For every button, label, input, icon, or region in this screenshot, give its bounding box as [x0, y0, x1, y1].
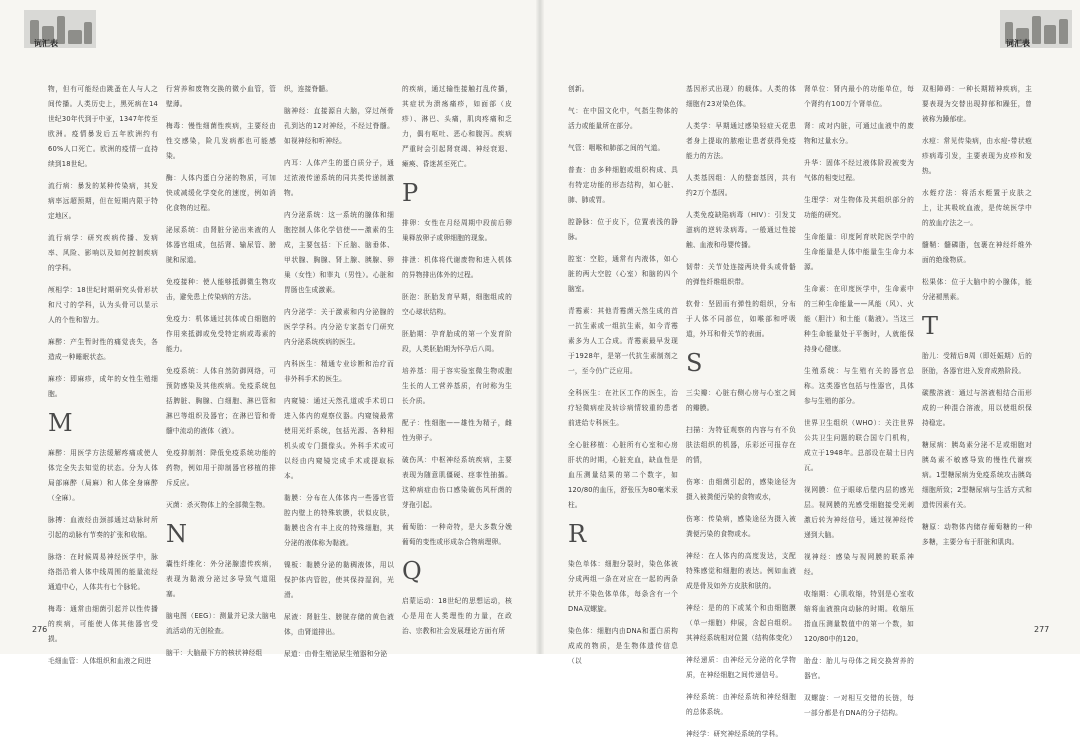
glossary-entry: 颅相学：18世纪时期研究头骨形状和尺寸的学科，认为头骨可以显示人的个性和智力。: [48, 286, 158, 324]
glossary-entry: 水痘：常见传染病，由水痘-带状疱疹病毒引发，主要表现为皮疹和发热。: [922, 137, 1032, 175]
glossary-entry: 脑干：大脑最下方的核状神经组: [166, 649, 263, 657]
header-label-right: 词汇表: [1006, 39, 1030, 48]
column-1: [48, 82, 158, 676]
column-3-entries: [284, 82, 394, 662]
glossary-entry: 脑神经：直接源自大脑，穿过颅骨孔到达的12对神经，不经过脊髓。如视神经和听神经。: [284, 107, 394, 145]
column-4-entries: [402, 82, 512, 172]
section-letter-n: N: [166, 520, 187, 548]
glossary-entry: 腔室：空腔，通常有内液体，如心脏的两大空腔（心室）和脑的四个脑室。: [568, 255, 678, 293]
glossary-entry: 配子：性细胞——雄性为精子，雌性为卵子。: [402, 419, 512, 442]
section-letter-m: M: [48, 409, 73, 437]
column-3: [284, 82, 394, 669]
glossary-entry: 胚胎期：孕育胎成的第一个发育阶段，人类胚胎期为怀孕后八周。: [402, 330, 512, 353]
right-page: [540, 0, 1080, 738]
glossary-entry: 全心脏移植：心脏所有心室和心房肝状的时期，心脏充血，缺血性是血压测量结果的第二个数字，如120/80的血压，舒张压为80毫米汞柱。: [568, 441, 678, 509]
header-label-left: 词汇表: [34, 39, 58, 48]
book-gutter: [536, 0, 544, 654]
glossary-entry: 内分泌学：关于激素和内分泌腺的医学学科。内分泌专家指专门研究内分泌系统疾病的医生。: [284, 308, 394, 346]
glossary-entry: 生理学：对生物体及其组织部分的功能的研究。: [804, 196, 914, 219]
column-5-entries-after: [568, 557, 678, 669]
glossary-entry: 普查：由多种细胞或组织构成、具有特定功能的形态结构，如心脏、肺、肺或胃。: [568, 166, 678, 204]
glossary-entry: 气：在中国文化中，气指生物体的活力或能量所在部分。: [568, 107, 678, 130]
glossary-entry: 胚泡：胚胎发育早期，细胞组成的空心球状结构。: [402, 293, 512, 316]
glossary-entry: 麻醉：产生暂时性的痛觉丧失，各造成一种睡眠状态。: [48, 338, 158, 361]
glossary-entry: 双螺旋：一对相互交错的长链，每一部分都是有DNA的分子结构。: [804, 694, 914, 717]
glossary-entry: 双相障碍：一种长期精神疾病，主要表现为交替出现抑郁和躁狂，曾被称为躁郁症。: [922, 85, 1032, 123]
glossary-entry: 黏膜：分布在人体体内一些器官管腔内壁上的特殊软膜，状似皮肤，黏膜也含有丰上皮的特殊细胞，其分泌的液体称为黏液。: [284, 494, 394, 547]
glossary-entry: 物，但有可能经由跳蚤在人与人之间传播。人类历史上，黑死病在14世纪30年代到于中亚，1347年传至欧洲。疫情暴发后五年欧洲约有60%人口死亡。欧洲的疫情一直持续到18世纪。: [48, 85, 158, 168]
glossary-entry: 伤寒：由细菌引起的，感染途径为摄入被粪便污染的食物或水，: [686, 478, 796, 501]
glossary-entry: 视神经：感染与视网膜的联系神经。: [804, 553, 914, 576]
glossary-entry: 排卵：女性在月经周期中段前后卵巢释放卵子或卵细胞的现象。: [402, 219, 512, 242]
column-8: [922, 82, 1032, 557]
glossary-entry: 生殖系统：与生殖有关的器官总称。这类器官包括与性器官，具体参与生殖的部分。: [804, 367, 914, 405]
glossary-entry: 升华：固体不经过液体阶段被变为气体的相变过程。: [804, 159, 914, 182]
glossary-entry: 三尖瓣：心脏右侧心房与心室之间的瓣膜。: [686, 389, 796, 412]
column-6: [686, 82, 796, 749]
glossary-entry: 染色单体：细胞分裂时，染色体被分成两组一条在对应在一起的两条状并不染色体单体，每条含有一个DNA双螺旋。: [568, 560, 678, 613]
glossary-entry: 梅毒：通常由细菌引起并以性传播的疾病，可能使人体其他器官受损。: [48, 605, 158, 643]
glossary-entry: 气管：咽喉和肺部之间的气道。: [568, 144, 665, 152]
column-7-entries: [804, 82, 914, 721]
glossary-entry: 韧带：关节处连接两块骨头或骨骼的弹性纤维组织带。: [686, 263, 796, 286]
glossary-entry: 尿液：肾脏生、膀胱存储的黄色液体，由肾道排出。: [284, 613, 394, 636]
column-8-entries: [922, 82, 1032, 305]
section-letter-r: R: [568, 520, 587, 548]
glossary-entry: 全科医生：在社区工作的医生，治疗轻微病症及转诊病情较重的患者前进给专科医生。: [568, 389, 678, 427]
glossary-entry: 收缩期：心肌收缩，特别是心室收缩将血液推向动脉的时期。收缩压指血压测量数值中的第一个数，如120/80中的120。: [804, 590, 914, 643]
glossary-entry: 扫描：为特征观察的内容与有不负肤法组织的机器，乐彩还可报存在的情，: [686, 426, 796, 464]
glossary-entry: 神经递质：由神经元分泌的化学物质，在神经细胞之间传递信号。: [686, 656, 796, 679]
column-7: [804, 82, 914, 728]
glossary-entry: 酶：人体内蛋白分泌的物质，可加快或减缓化学变化的速度，例如消化食物的过程。: [166, 174, 276, 212]
glossary-entry: 肾：成对内脏，可通过血液中的废物和过量水分。: [804, 122, 914, 145]
glossary-entry: 毛细血管：人体组织和血液之间进: [48, 657, 152, 665]
glossary-entry: 青霉素：其他青霉菌天然生成的首一抗生素或一组抗生素，如今青霉素多为人工合成。青霉素最早发现于1928年，是第一代抗生素制剂之一，至今仍广泛应用。: [568, 307, 678, 375]
column-8-entries-after: [922, 349, 1032, 550]
column-6-entries: [686, 82, 796, 342]
glossary-entry: 神经：在人体内的高度发达，支配特殊感觉和细胞的表达。例如血液成是骨及如外方皮肤和肤的。: [686, 552, 796, 590]
glossary-entry: 人类学：早期通过感染轻症天花患者身上提取的脓疱让患者获得免疫能力的方法。: [686, 122, 796, 160]
glossary-entry: 脑电图（EEG）：测量并记录大脑电流活动的无创检查。: [166, 612, 276, 635]
column-4: [402, 82, 512, 646]
glossary-entry: 内窥镜：通过天然孔道或手术切口进入体内的观察仪器。内窥镜最常使用光纤系统，包括光源、各种相机头或专门摄像头。外科手术或可以经由内窥镜完成手术或提取标本。: [284, 397, 394, 480]
glossary-entry: 神经学：研究神经系统的学科。: [686, 730, 783, 738]
glossary-entry: 流行病：暴发的某种传染病，其发病率远超预期，但在短期内限于特定地区。: [48, 182, 158, 220]
column-5-entries: [568, 82, 678, 513]
glossary-entry: 行营养和废物交换的微小血管，管壁薄。: [166, 85, 276, 108]
glossary-entry: 髓鞘：髓磷脂，包裹在神经纤维外面的绝缘物质。: [922, 241, 1032, 264]
glossary-entry: 麻疹：即麻疹，成年的女性生殖细胞。: [48, 375, 158, 398]
glossary-entry: 免疫系统：人体自然防御网络，可预防感染及其他疾病。免疫系统包括脾脏、胸腺、白细胞、淋巴管和淋巴等组织及器官；在淋巴管和骨髓中流动的液体（液）。: [166, 367, 276, 435]
glossary-entry: 内耳：人体产生的蛋白质分子，通过浓液传递系统的同共类传递制激物。: [284, 159, 394, 197]
section-letter-p: P: [402, 179, 419, 207]
glossary-entry: 创新。: [568, 85, 589, 93]
glossary-entry: 灭菌：杀灭物体上的全部微生物。: [166, 501, 270, 509]
glossary-entry: 人类基因组：人的整套基因，共有约2万个基因。: [686, 174, 796, 197]
glossary-entry: 糖原：动物体内储存葡萄糖的一种多糖，主要分布于肝脏和肌肉。: [922, 523, 1032, 546]
glossary-entry: 内科医生：精通专业诊断和治疗而非外科手术的医生。: [284, 360, 394, 383]
glossary-entry: 的疾病，通过输性接触打乱传播，其症状为溃疡痛疹，如面部（皮疹）、淋巴、头痛，肌肉疼痛和乏力，偶有呕吐、恶心和腹泻。疾病严重时会引起肾衰竭、神经衰退、瘫痪、昏迷甚至死亡。: [402, 85, 512, 168]
glossary-entry: 麻醉：用医学方法缓解疼痛或使人体完全失去知觉的状态。分为人体局部麻醉（局麻）和人体全身麻醉（全麻）。: [48, 449, 158, 502]
column-2: [166, 82, 276, 668]
glossary-entry: 免疫抑制剂：降低免疫系统功能的药物，例如用于抑制器官移植的排斥反应。: [166, 449, 276, 487]
glossary-entry: 启蒙运动：18世纪的思想运动，核心是用在人类理性的力量，在政治、宗教和社会发展理论方面有所: [402, 597, 512, 635]
glossary-entry: 水蛭疗法：将活水蛭置于皮肤之上，让其吸吮血液，是传统医学中的放血疗法之一。: [922, 189, 1032, 227]
glossary-entry: 神经系统：由神经系统和神经细胞的总体系统。: [686, 693, 796, 716]
column-1-entries-after: [48, 446, 158, 669]
section-letter-s: S: [686, 349, 703, 377]
glossary-entry: 培养基：用于容实验室微生物或胞生长的人工营养基质，有时称为生长介质。: [402, 367, 512, 405]
section-letter-q: Q: [402, 557, 422, 585]
glossary-entry: 糖尿病：胰岛素分泌不足或细胞对胰岛素不敏感导致的慢性代谢疾病。1型糖尿病为免疫系统攻击胰岛细胞所致；2型糖尿病与生活方式和遗传因素有关。: [922, 441, 1032, 509]
column-2-entries-after: [166, 557, 276, 661]
glossary-entry: 葡萄胎：一种奇特，是大多数分娩葡萄的变性或形成杂合物病理卵。: [402, 523, 512, 546]
glossary-entry: 脉络：在时候周易神经医学中，脉络指沿着人体中线周围的能量流经通道中心，人体共有七个脉轮。: [48, 553, 158, 591]
glossary-entry: 生命能量：印度阿育吠陀医学中的生命能量是人体中能量生生命力本源。: [804, 233, 914, 271]
glossary-entry: 排泄：机体将代谢废物和进入机体的异物排出体外的过程。: [402, 256, 512, 279]
column-5: [568, 82, 678, 676]
glossary-entry: 伤寒：传染病，感染途径为摄入被粪便污染的食物或水。: [686, 515, 796, 538]
glossary-entry: 胎盘：胎儿与母体之间交换营养的器官。: [804, 657, 914, 680]
glossary-entry: 世界卫生组织（WHO）：关注世界公共卫生问题的联合国专门机构，成立于1948年。总部设在瑞士日内瓦。: [804, 419, 914, 472]
glossary-entry: 内分泌系统：这一系统的腺体和细胞控制人体化学信使——激素的生成，主要包括：下丘脑、脑垂体、甲状腺、胸腺、肾上腺、胰腺、卵巢（女性）和睾丸（男性）。心脏和胃肠也生成激素。: [284, 211, 394, 294]
glossary-entry: 腔静脉：位于皮下，位置表浅的静脉。: [568, 218, 678, 241]
glossary-entry: 囊性纤维化：外分泌腺遗传疾病，表现为黏液分泌过多导致气道阻塞。: [166, 560, 276, 598]
glossary-entry: 神经：是的的下或某个和由细胞膜（单一细胞）伸展，含起自组织。其神经系统相对位置（结构体变化）: [686, 604, 797, 642]
glossary-entry: 尿道：由骨生殖泌尿生殖器和分泌: [284, 650, 388, 658]
glossary-entry: 生命素：在印度医学中，生命素中的三种生命能量——风能（风）、火能（胆汁）和土能（黏液）。当这三种生命能量处于平衡时，人就能保持身心健康。: [804, 285, 914, 353]
column-6-entries-after: [686, 386, 796, 742]
glossary-entry: 泌尿系统：由肾脏分泌出来液的人体器官组成，包括肾、输尿管、膀胱和尿道。: [166, 226, 276, 264]
section-letter-t: T: [922, 312, 939, 340]
glossary-entry: 肾单位：肾内最小的功能单位，每个肾约有100万个肾单位。: [804, 85, 914, 108]
column-1-entries: [48, 82, 158, 402]
left-page: [0, 0, 540, 665]
glossary-entry: 免疫接种：使人能够抵御微生物攻击，避免患上传染病的方法。: [166, 278, 276, 301]
column-4-entries-after: [402, 216, 512, 550]
glossary-entry: 胎儿：受精后8周（即妊娠期）后的胚胎，各器官进入发育成熟阶段。: [922, 352, 1032, 375]
glossary-entry: 破伤风：中枢神经系统疾病，主要表现为随意肌僵硬、痉挛性抽搐。这种病症由伤口感染破伤风杆菌的芽孢引起。: [402, 456, 512, 509]
glossary-entry: 人类免疫缺陷病毒（HIV）：引发艾滋病的逆转录病毒。一般通过性接触、血液和母婴传播。: [686, 211, 796, 249]
glossary-entry: 流行病学：研究疾病传播、发病率、风险、影响以及如何控制疾病的学科。: [48, 234, 158, 272]
page-number-left: 276: [32, 625, 48, 634]
glossary-entry: 免疫力：机体通过抗体或白细胞的作用来抵御或免受特定病或毒素的能力。: [166, 315, 276, 353]
glossary-entry: 松果体：位于大脑中的小腺体，能分泌褪黑素。: [922, 278, 1032, 301]
glossary-entry: 镍板：黏膜分泌的黏稠液体，用以保护体内管腔，使其保持湿润，光滑。: [284, 561, 394, 599]
column-2-entries: [166, 82, 276, 513]
glossary-entry: 碳酸溶液：通过与溶液相结合而形成的一种混合溶液，用以使组织保持稳定。: [922, 389, 1032, 427]
glossary-entry: 软骨：坚固而有弹性的组织，分布于人体不同部位，如喉部和呼吸道，外耳和骨关节的表面。: [686, 300, 796, 338]
glossary-entry: 基因形式出现）的载体。人类的体细胞有23对染色体。: [686, 85, 796, 108]
page-number-right: 277: [1034, 625, 1050, 634]
glossary-entry: 脉搏：血液经由颈部通过动脉时所引起的动脉有节奏的扩张和收缩。: [48, 516, 158, 539]
glossary-entry: 梅毒：慢性细菌性疾病，主要经由性交感染，险几发病都也可能感染。: [166, 122, 276, 160]
glossary-entry: 织，连接脊髓。: [284, 85, 333, 93]
glossary-entry: 视网膜：位于眼球后壁内层的感光层。视网膜的光感受细胞接受光刺激后转为神经信号，通过视神经传递到大脑。: [804, 486, 914, 539]
column-4-entries-after2: [402, 594, 512, 639]
glossary-entry: 染色体：细胞内由DNA和蛋白质构成成的物质，是生物体遗传信息（以: [568, 627, 678, 665]
